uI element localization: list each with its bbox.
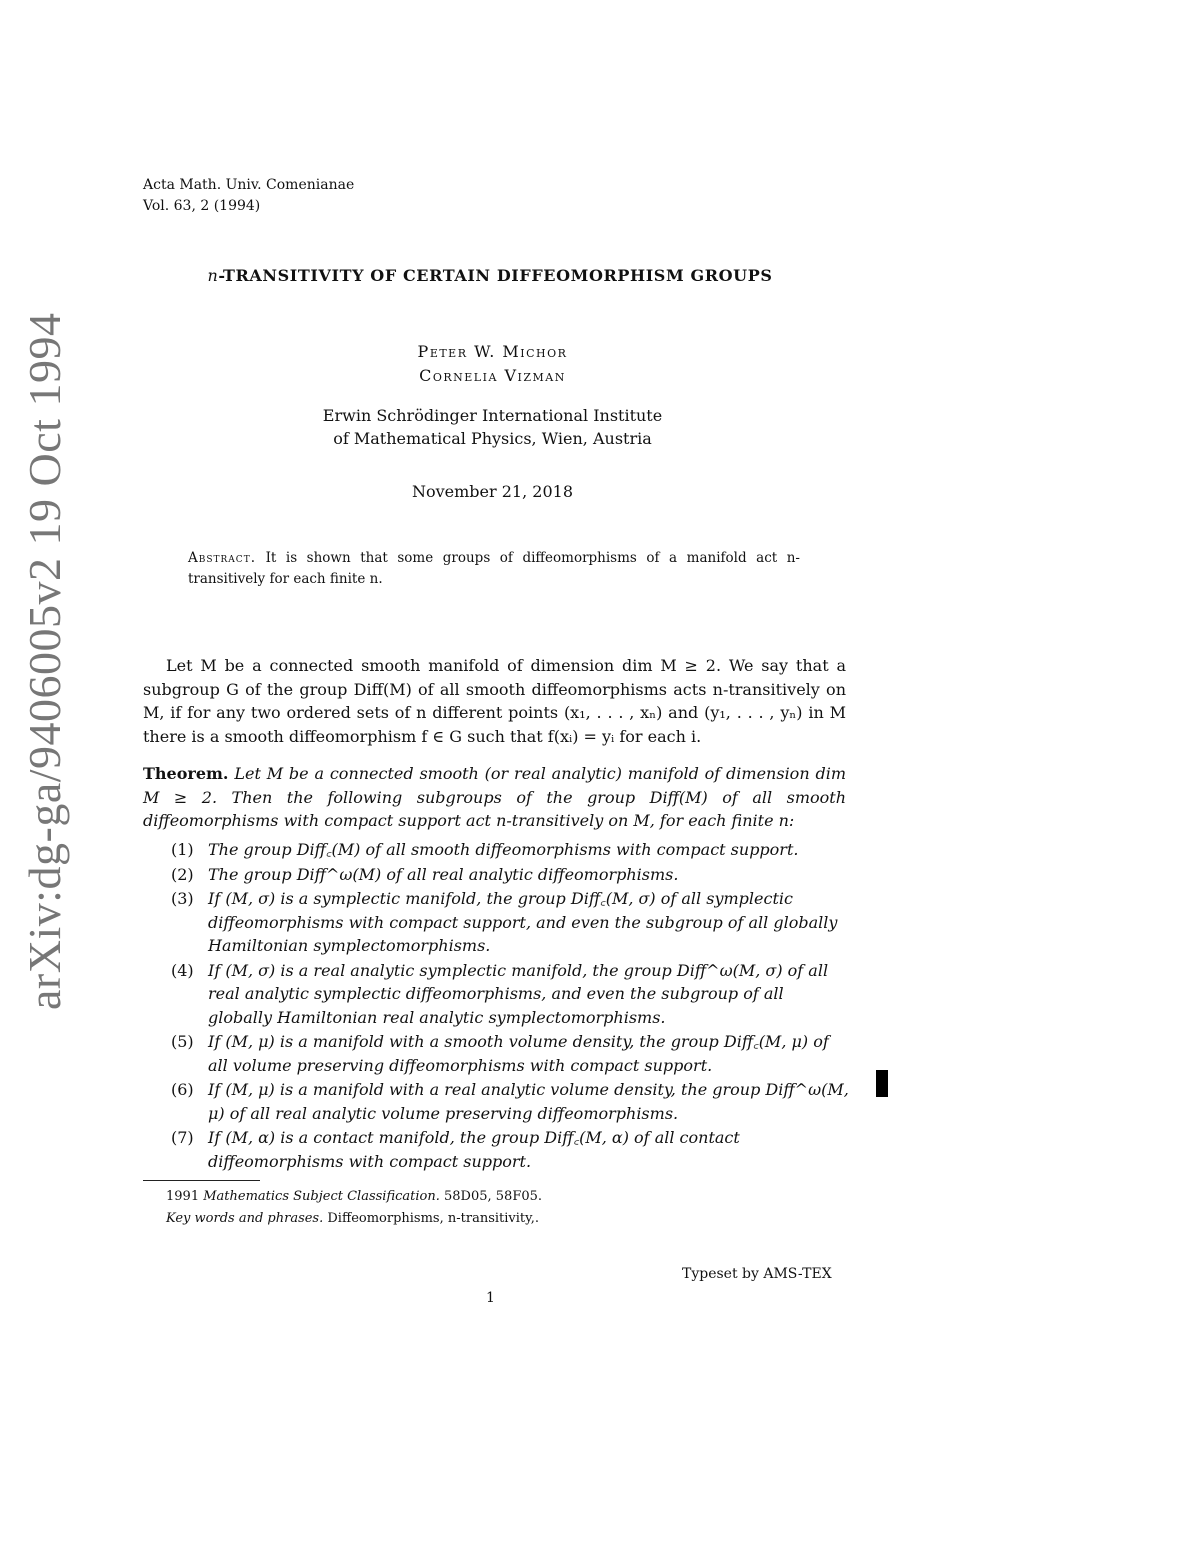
theorem-text: Let M be a connected smooth (or real analytic) manifold of dimension dim M ≥ 2. Then the following subgroups of the group Diff(M) of all smooth diffeomorphisms with compact support act n-transitively on M, for each finite n:: [143, 764, 846, 830]
item-text: If (M, σ) is a symplectic manifold, the group Diff꜀(M, σ) of all symplectic diffeomorphisms with compact support, and even the subgroup of all globally Hamiltonian symplectomorphisms.: [208, 889, 838, 955]
msc-label: Mathematics Subject Classification.: [203, 1189, 440, 1204]
list-item: [171, 863, 851, 887]
journal-volume: Vol. 63, 2 (1994): [143, 198, 261, 214]
item-number: (6): [171, 1080, 194, 1099]
item-number: (5): [171, 1032, 194, 1051]
theorem-items: [171, 838, 851, 1174]
list-item: [171, 1030, 851, 1077]
affiliation-line-1: Erwin Schrödinger International Institute: [322, 406, 663, 425]
typeset-note: Typeset by AMS-TEX: [682, 1266, 832, 1282]
theorem-label: Theorem.: [143, 764, 229, 783]
footnote-rule: [143, 1180, 260, 1181]
intro-text: Let M be a connected smooth manifold of dimension dim M ≥ 2. We say that a subgroup G of the group Diff(M) of all smooth diffeomorphisms acts n-transitively on M, if for any two ordered sets of n different points (x₁, . . . , xₙ) and (y₁, . . . , yₙ) in M there is a smooth diffeomorphism f ∈ G such that f(xᵢ) = yᵢ for each i.: [143, 656, 846, 746]
item-text: The group Diff^ω(M) of all real analytic diffeomorphisms.: [208, 864, 679, 884]
theorem-statement: [143, 762, 846, 833]
date: November 21, 2018: [411, 482, 573, 501]
msc-codes: 58D05, 58F05.: [444, 1189, 543, 1204]
item-number: (7): [171, 1128, 194, 1147]
affiliation-line-2: of Mathematical Physics, Wien, Austria: [333, 429, 652, 448]
page-number: 1: [486, 1290, 495, 1306]
item-text: The group Diff꜀(M) of all smooth diffeomorphisms with compact support.: [208, 840, 799, 859]
footnote-msc: [166, 1186, 542, 1207]
abstract-label: Abstract.: [188, 550, 256, 566]
abstract: [188, 548, 800, 590]
journal-header: [143, 175, 354, 217]
item-text: If (M, σ) is a real analytic symplectic manifold, the group Diff^ω(M, σ) of all real analytic symplectic diffeomorphisms, and even the subgroup of all globally Hamiltonian real analytic symplectomorphisms.: [208, 960, 829, 1027]
title-prefix: n: [207, 266, 219, 285]
item-number: (3): [171, 889, 194, 908]
overfull-box-marker: [876, 1070, 888, 1097]
abstract-text: It is shown that some groups of diffeomorphisms of a manifold act n-transitively for each finite n.: [188, 550, 800, 587]
keywords-text: Diffeomorphisms, n-transitivity,.: [327, 1211, 540, 1226]
list-item: [171, 887, 851, 958]
intro-paragraph: [143, 654, 846, 748]
item-number: (4): [171, 960, 194, 980]
list-item: [171, 1078, 851, 1125]
item-number: (2): [171, 864, 194, 884]
item-number: (1): [171, 840, 194, 859]
msc-year: 1991: [166, 1189, 200, 1204]
author-2: Cornelia Vizman: [419, 366, 566, 385]
keywords-label: Key words and phrases.: [166, 1211, 324, 1226]
list-item: [171, 1126, 851, 1173]
arxiv-stamp: arXiv:dg-ga/9406005v2 19 Oct 1994: [19, 312, 70, 1010]
title-rest: -TRANSITIVITY OF CERTAIN DIFFEOMORPHISM GROUPS: [218, 266, 773, 285]
item-text: If (M, μ) is a manifold with a smooth volume density, the group Diff꜀(M, μ) of all volume preserving diffeomorphisms with compact support.: [208, 1032, 829, 1075]
author-1: Peter W. Michor: [417, 342, 568, 361]
list-item: [171, 959, 851, 1030]
paper-title: [0, 266, 980, 285]
list-item: [171, 838, 851, 862]
footnote-keywords: [166, 1208, 539, 1229]
journal-name: Acta Math. Univ. Comenianae: [143, 177, 355, 193]
item-text: If (M, μ) is a manifold with a real analytic volume density, the group Diff^ω(M, μ) of all real analytic volume preserving diffeomorphisms.: [208, 1080, 849, 1123]
item-text: If (M, α) is a contact manifold, the group Diff꜀(M, α) of all contact diffeomorphisms with compact support.: [208, 1128, 740, 1171]
